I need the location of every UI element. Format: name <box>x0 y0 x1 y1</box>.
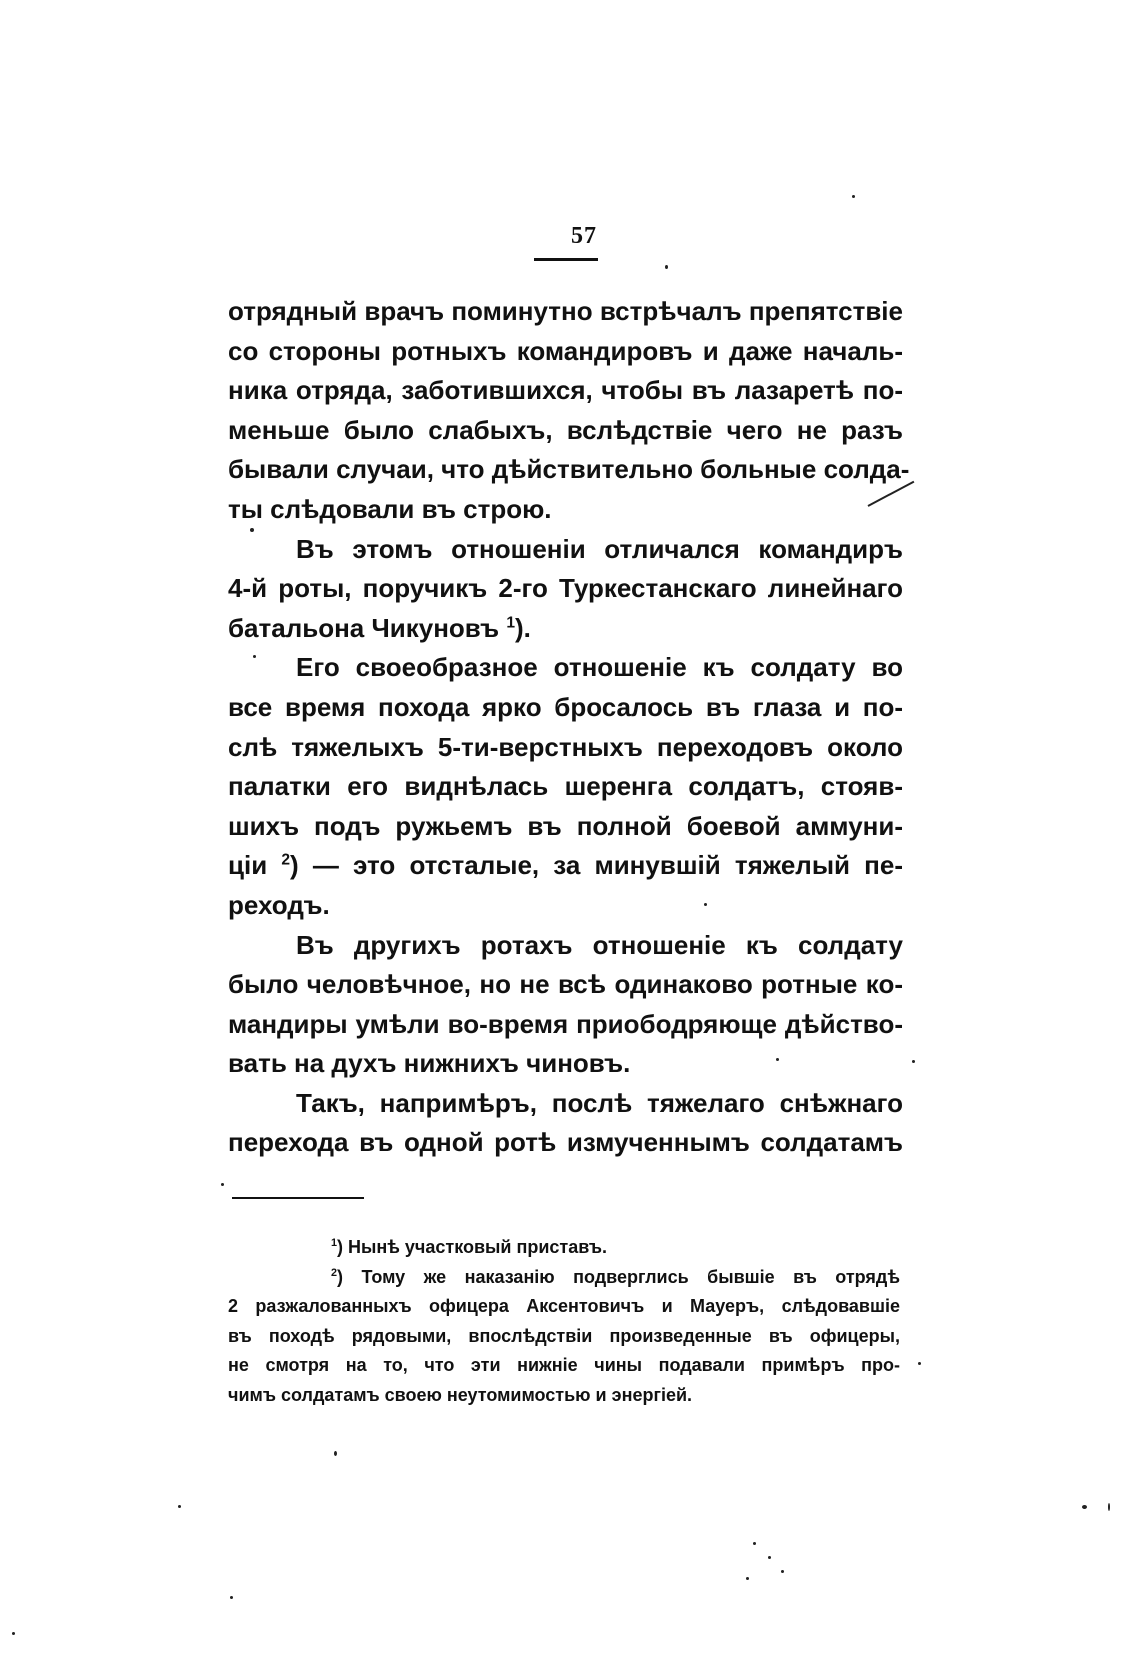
footnote-text: ) Тому же наказанію подверглись бывшіе въ отрядѣ <box>337 1266 900 1287</box>
scan-speck <box>918 1362 921 1365</box>
footnote-2 <box>228 1263 900 1293</box>
scan-speck <box>1082 1505 1087 1509</box>
scan-speck <box>781 1570 784 1573</box>
text-line: бывали случаи, что дѣйствительно больные солда- <box>228 454 910 485</box>
scan-speck <box>852 195 855 198</box>
scan-speck <box>178 1505 181 1508</box>
footnote-line: 2 разжалованныхъ офицера Аксентовичъ и Мауеръ, слѣдовавшіе <box>228 1296 900 1316</box>
scan-speck <box>912 1060 915 1063</box>
scan-speck <box>704 903 707 906</box>
text-segment: ) — это отсталые, за минувшій тяжелый пе- <box>290 850 903 881</box>
paragraph-1 <box>228 292 910 530</box>
text-line: реходъ. <box>228 889 330 920</box>
text-line: ника отряда, заботившихся, чтобы въ лазаретѣ по- <box>228 375 903 406</box>
text-line: слѣ тяжелыхъ 5-ти-верстныхъ переходовъ около <box>228 731 903 762</box>
text-line: перехода въ одной ротѣ измученнымъ солдатамъ <box>228 1127 903 1158</box>
scan-speck <box>334 1451 337 1456</box>
header-rule <box>534 258 598 261</box>
footnote-line: въ походѣ рядовыми, впослѣдствіи произведенные въ офицеры, <box>228 1325 900 1346</box>
scan-speck <box>230 1596 233 1599</box>
text-line: Такъ, напримѣръ, послѣ тяжелаго снѣжнаго <box>296 1087 903 1118</box>
scan-speck <box>253 655 256 658</box>
footnote-ref: 2 <box>281 851 291 869</box>
footnote-line: не смотря на то, что эти нижніе чины подавали примѣръ про- <box>228 1355 900 1375</box>
text-line: мандиры умѣли во-время приободряюще дѣйство- <box>228 1008 903 1039</box>
text-segment: ). <box>515 612 531 643</box>
text-segment: батальона Чикуновъ <box>228 612 500 643</box>
paragraph-3 <box>228 648 903 925</box>
text-segment: ціи <box>228 850 268 881</box>
text-line: было человѣчное, но не всѣ одинаково ротные ко- <box>228 969 903 1000</box>
body-text <box>228 292 910 1163</box>
footnote-marker: 1 <box>331 1237 338 1249</box>
page-number: 57 <box>571 223 597 249</box>
text-line <box>228 846 903 886</box>
text-line: вать на духъ нижнихъ чиновъ. <box>228 1048 631 1079</box>
paragraph-2 <box>228 530 903 649</box>
text-line: Въ этомъ отношеніи отличался командиръ <box>296 533 903 564</box>
text-line: Его своеобразное отношеніе къ солдату во <box>296 652 903 683</box>
text-line: меньше было слабыхъ, вслѣдствіе чего не разъ <box>228 414 903 445</box>
scan-speck <box>12 1632 15 1635</box>
paragraph-4 <box>228 926 903 1084</box>
scan-speck <box>746 1577 749 1580</box>
text-line: ты слѣдовали въ строю. <box>228 493 552 524</box>
text-line: шихъ подъ ружьемъ въ полной боевой аммуни- <box>228 810 903 841</box>
text-line: со стороны ротныхъ командировъ и даже началь- <box>228 335 903 366</box>
footnote-1 <box>228 1233 900 1263</box>
scan-speck <box>768 1556 771 1559</box>
scan-speck <box>221 1183 224 1186</box>
footnote-rule <box>232 1197 364 1199</box>
footnote-marker: 2 <box>331 1266 338 1279</box>
scan-speck <box>250 528 254 532</box>
text-line <box>228 609 903 649</box>
scan-speck <box>665 265 668 269</box>
scan-speck <box>776 1058 779 1061</box>
text-line: 4-й роты, поручикъ 2-го Туркестанскаго линейнаго <box>228 573 903 604</box>
text-line: Въ другихъ ротахъ отношеніе къ солдату <box>296 929 903 960</box>
text-line: палатки его виднѣлась шеренга солдатъ, стояв- <box>228 771 903 802</box>
footnote-ref: 1 <box>506 614 516 632</box>
footnote-text: ) Нынѣ участковый приставъ. <box>337 1237 607 1257</box>
scan-speck <box>753 1542 756 1545</box>
text-line: отрядный врачъ поминутно встрѣчалъ препятствіе <box>228 296 903 326</box>
paragraph-5 <box>228 1084 903 1163</box>
footnote-line: чимъ солдатамъ своею неутомимостью и энергіей. <box>228 1384 693 1405</box>
text-line: все время похода ярко бросалось въ глаза и по- <box>228 691 903 722</box>
scan-speck <box>1108 1503 1110 1511</box>
footnotes <box>228 1233 900 1410</box>
